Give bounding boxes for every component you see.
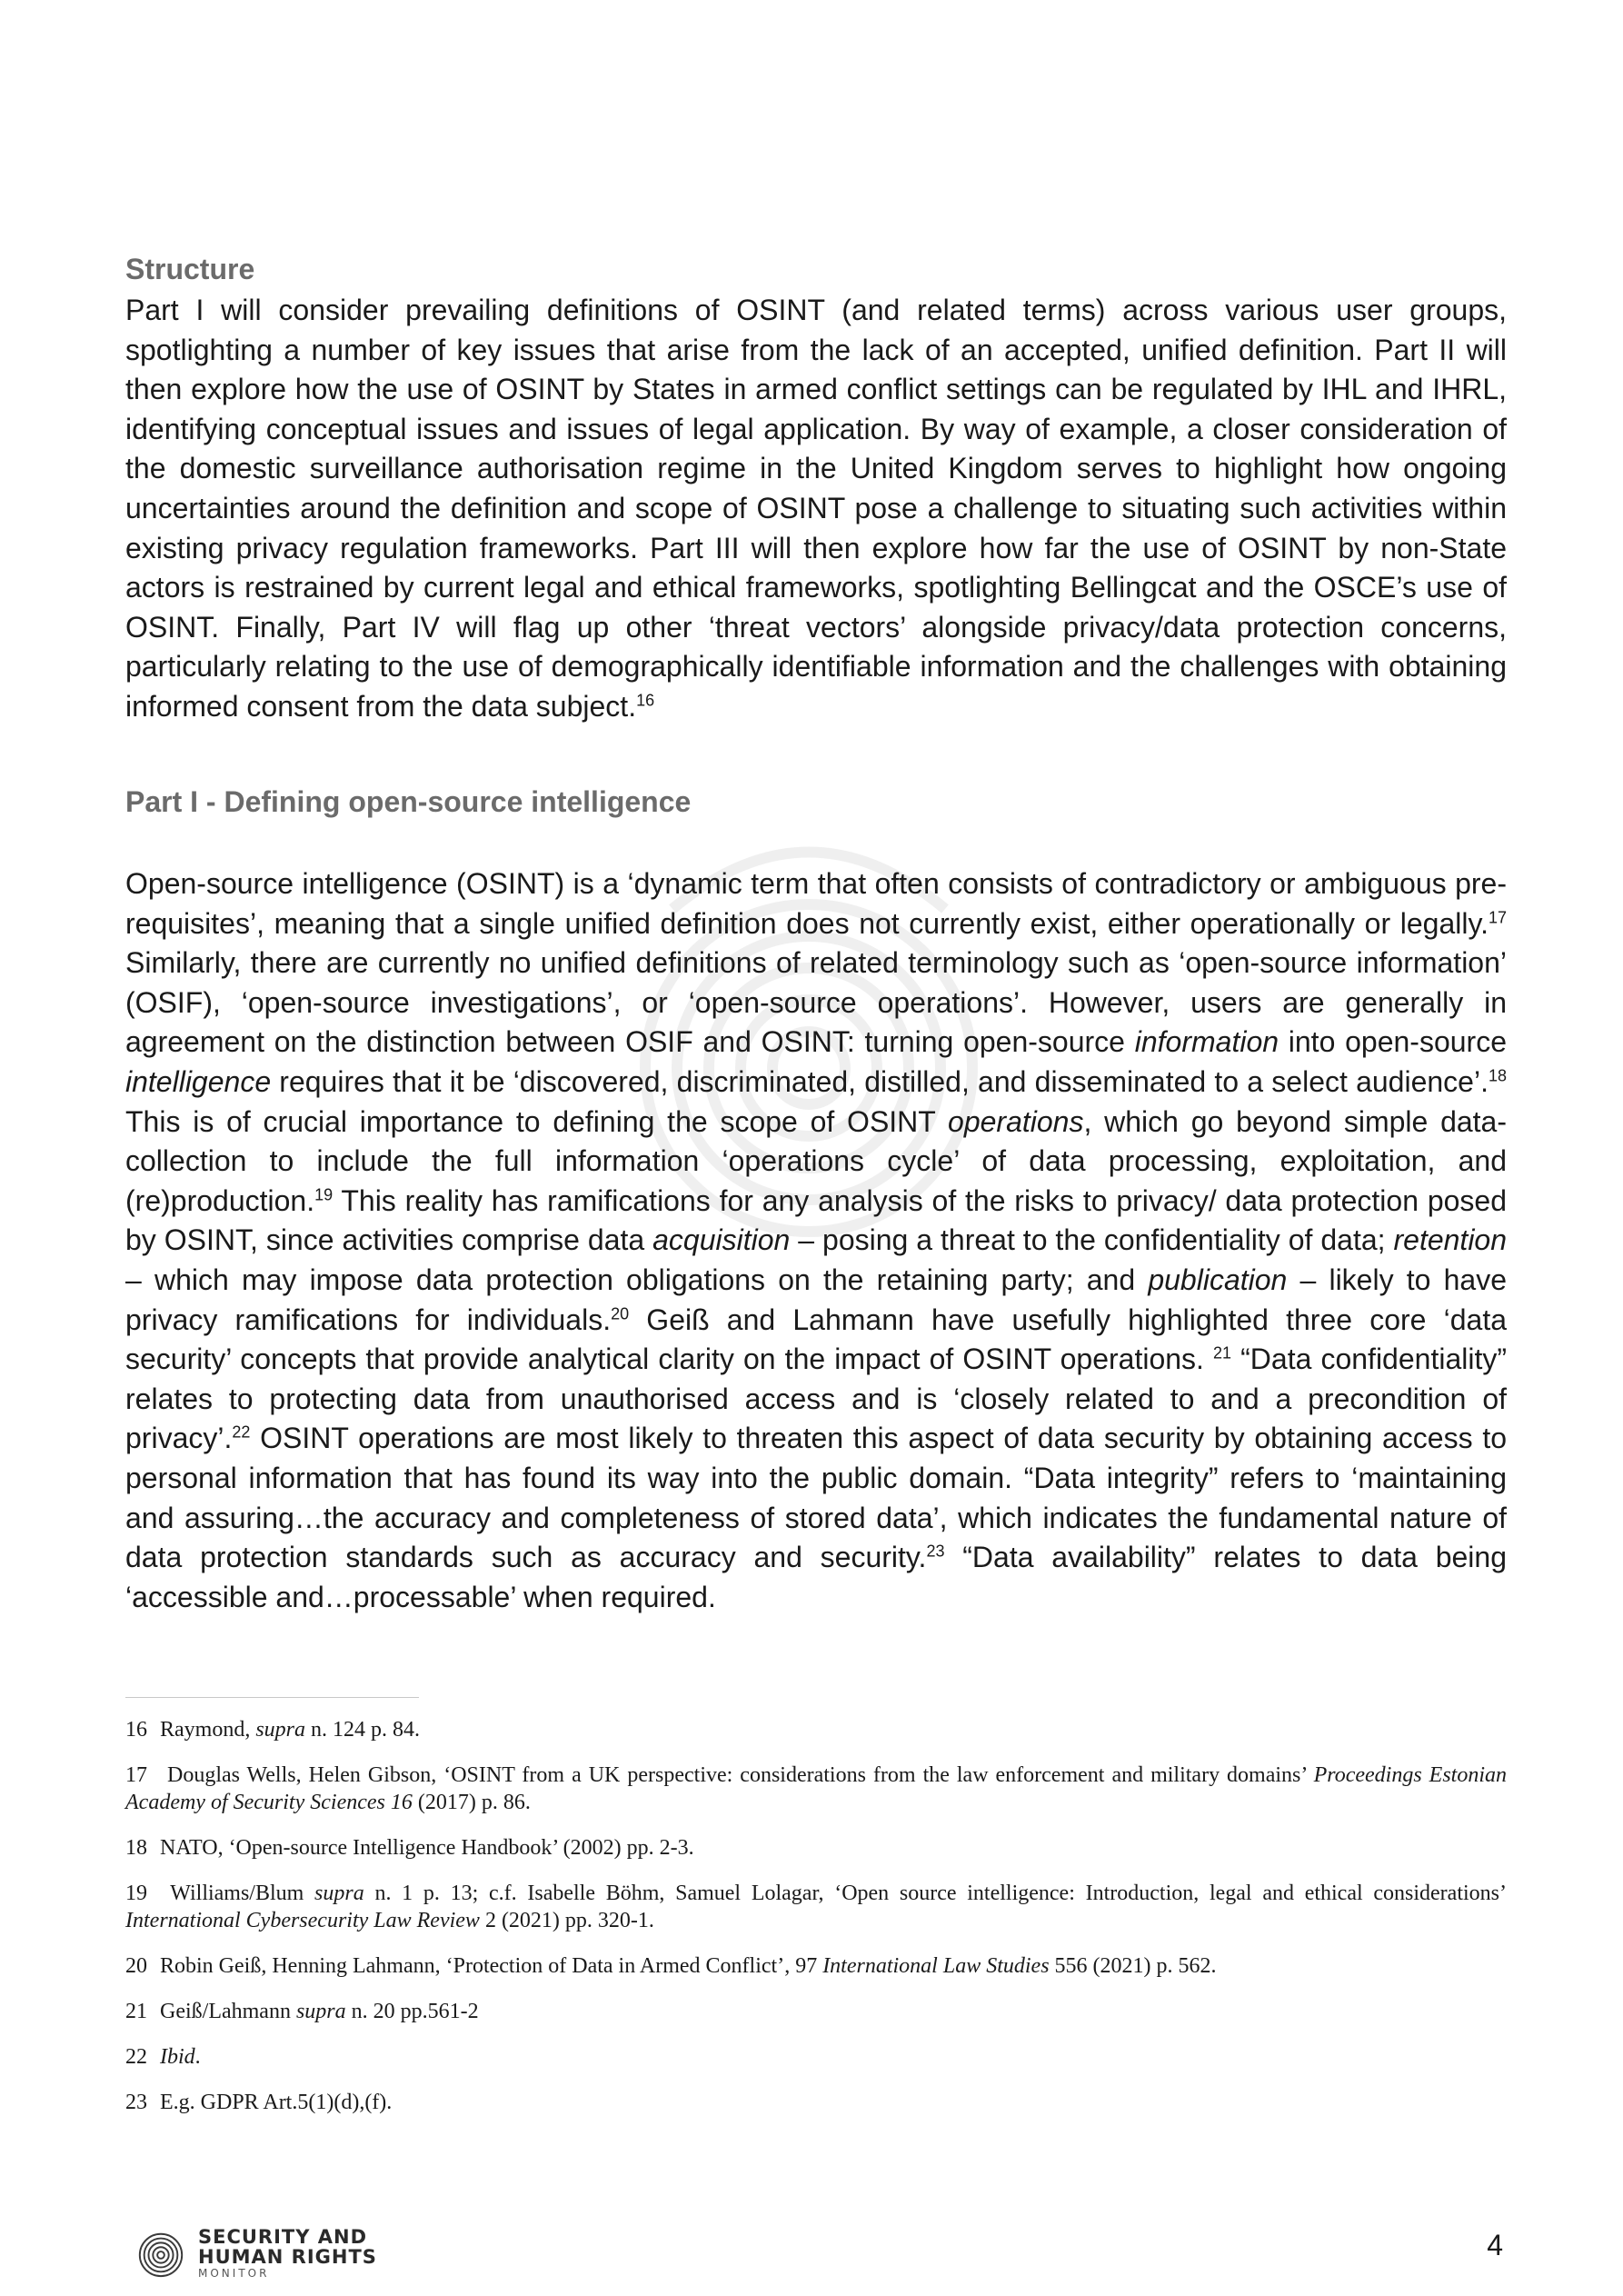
footnote-italic: supra: [314, 1882, 364, 1905]
footnote-ref-19: 19: [314, 1185, 334, 1204]
footnote-ref-17: 17: [1488, 907, 1507, 926]
footnotes: [125, 1716, 1507, 2134]
text-run: into open-source: [1279, 1025, 1508, 1059]
structure-paragraph: [125, 291, 1507, 727]
text-run: “Data availability” relates to data being ‘accessible and…processable’ when required.: [125, 1541, 1508, 1613]
footnote-ref-23: 23: [926, 1542, 945, 1561]
footnote-21: [125, 1998, 1507, 2025]
footnote-number: 21: [125, 2000, 147, 2023]
footnote-italic: supra: [255, 1718, 306, 1742]
footnote-number: 17: [125, 1763, 147, 1787]
footnote-text: n. 124 p. 84.: [305, 1718, 421, 1742]
text-run: requires that it be ‘discovered, discriminated, distilled, and disseminated to a select audience’.: [271, 1064, 1489, 1098]
footnote-ref-20: 20: [611, 1303, 630, 1323]
footnote-ref-21: 21: [1213, 1343, 1232, 1363]
italic-run: intelligence: [125, 1064, 272, 1098]
logo-line-2: HUMAN RIGHTS: [198, 2246, 377, 2268]
footnote-text: 556 (2021) p. 562.: [1049, 1954, 1217, 1978]
logo-line-3: MONITOR: [198, 2267, 270, 2280]
footnote-italic: supra: [295, 2000, 346, 2023]
footnote-text: n. 1 p. 13; c.f. Isabelle Böhm, Samuel Lolagar, ‘Open source intelligence: Introduction, legal and ethical considerations’: [363, 1882, 1507, 1905]
footnote-number: 18: [125, 1836, 147, 1860]
footnote-italic: International Cybersecurity Law Review: [125, 1909, 480, 1932]
text-run: This reality has ramifications for any analysis of the risks to privacy/ data protection posed by OSINT, since activities comprise data: [125, 1183, 1507, 1257]
footnote-17: [125, 1762, 1507, 1816]
footnote-text: 2 (2021) pp. 320-1.: [479, 1909, 654, 1932]
footnote-16: [125, 1716, 1507, 1743]
footnote-text: Robin Geiß, Henning Lahmann, ‘Protection of Data in Armed Conflict’, 97: [160, 1954, 823, 1978]
footnote-text: Williams/Blum: [160, 1882, 315, 1905]
logo-text: [198, 2227, 377, 2280]
fingerprint-icon: [134, 2227, 187, 2280]
text-run: – which may impose data protection obligations on the retaining party; and: [125, 1263, 1149, 1296]
footnote-23: [125, 2089, 1507, 2116]
footnote-number: 20: [125, 1954, 147, 1978]
footnote-text: (2017) p. 86.: [412, 1791, 531, 1814]
footnote-18: [125, 1834, 1507, 1862]
footnote-italic: International Law Studies: [822, 1954, 1050, 1978]
structure-text: Part I will consider prevailing definitions of OSINT (and related terms) across various user groups, spotlighting a number of key issues that arise from the lack of an accepted, unified definition. Part II will then explore how the use of OSINT by States in armed conflict settings can be regulated by IHL and IHRL, identifying conceptual issues and issues of legal application. By way of example, a closer consideration of the domestic surveillance authorisation regime in the United Kingdom serves to highlight how ongoing uncertainties around the definition and scope of OSINT pose a challenge to situating such activities within existing privacy regulation frameworks. Part III will then explore how far the use of OSINT by non-State actors is restrained by current legal and ethical frameworks, spotlighting Bellingcat and the OSCE’s use of OSINT. Finally, Part IV will flag up other ‘threat vectors’ alongside privacy/data protection concerns, particularly relating to the use of demographically identifiable information and the challenges with obtaining informed consent from the data subject.: [125, 294, 1507, 723]
text-run: – posing a threat to the confidentiality of data;: [790, 1223, 1394, 1257]
footnote-text: Douglas Wells, Helen Gibson, ‘OSINT from a UK perspective: considerations from the law enforcement and military domains’: [160, 1763, 1314, 1787]
footnote-ref-22: 22: [232, 1423, 251, 1442]
page-number: 4: [1487, 2229, 1503, 2261]
shrm-logo: [134, 2227, 377, 2280]
footnote-number: 16: [125, 1718, 147, 1742]
text-run: Similarly, there are currently no unified definitions of related terminology such as ‘open-source information’ (OSIF), ‘open-source investigations’, or ‘open-source operations’. However, users are generally in agreement on the distinction between OSIF and OSINT: turning open-source: [125, 946, 1507, 1059]
footnote-text: E.g. GDPR Art.5(1)(d),(f).: [160, 2091, 393, 2114]
footnote-divider: [125, 1697, 419, 1698]
italic-run: retention: [1393, 1223, 1508, 1257]
text-run: OSINT operations are most likely to threaten this aspect of data security by obtaining access to personal information that has found its way into the public domain. “Data integrity” refers to ‘maintaining and assuring…the accuracy and completeness of stored data’, which indicates the fundamental nature of data protection standards such as accuracy and security.: [125, 1422, 1507, 1574]
italic-run: information: [1134, 1025, 1279, 1059]
text-run: Open-source intelligence (OSINT) is a ‘dynamic term that often consists of contradictory or ambiguous pre-requisites’, meaning that a single unified definition does not currently exist, either operationally or legally.: [125, 867, 1507, 940]
footnote-italic: Ibid: [160, 2045, 195, 2069]
italic-run: acquisition: [652, 1223, 791, 1257]
text-run: This is of crucial importance to defining the scope of OSINT: [125, 1104, 949, 1138]
section-heading-part-1: Part I - Defining open-source intelligence: [125, 785, 692, 818]
footnote-ref-16: 16: [636, 691, 655, 710]
text-run: Geiß and Lahmann have usefully highlighted three core ‘data security’ concepts that provide analytical clarity on the impact of OSINT operations.: [125, 1303, 1508, 1376]
footnote-19: [125, 1880, 1507, 1934]
italic-run: operations: [948, 1104, 1084, 1138]
footnote-text: n. 20 pp.561-2: [345, 2000, 479, 2023]
footnote-number: 19: [125, 1882, 147, 1905]
italic-run: publication: [1148, 1263, 1288, 1296]
footnote-number: 23: [125, 2091, 147, 2114]
footnote-text: Geiß/Lahmann: [160, 2000, 296, 2023]
text-run: – likely to have privacy ramifications for individuals.: [125, 1263, 1508, 1336]
part1-paragraph: [125, 864, 1507, 1617]
footnote-italic: Proceedings Estonian Academy of Security Sciences 16: [125, 1763, 1507, 1814]
footnote-20: [125, 1952, 1507, 1980]
footnote-text: NATO, ‘Open-source Intelligence Handbook’ (2002) pp. 2-3.: [160, 1836, 694, 1860]
footnote-text: .: [194, 2045, 201, 2069]
footnote-ref-18: 18: [1488, 1066, 1507, 1085]
text-run: “Data confidentiality” relates to protecting data from unauthorised access and is ‘closely related to and a precondition of privacy’.: [125, 1343, 1508, 1455]
logo-line-1: SECURITY AND: [198, 2226, 368, 2248]
footnote-22: [125, 2043, 1507, 2071]
section-heading-structure: Structure: [125, 253, 255, 285]
footnote-number: 22: [125, 2045, 147, 2069]
text-run: , which go beyond simple data-collection to include the full information ‘operations cycle’ of data processing, exploitation, and (re)production.: [125, 1104, 1508, 1217]
footnote-text: Raymond,: [160, 1718, 256, 1742]
